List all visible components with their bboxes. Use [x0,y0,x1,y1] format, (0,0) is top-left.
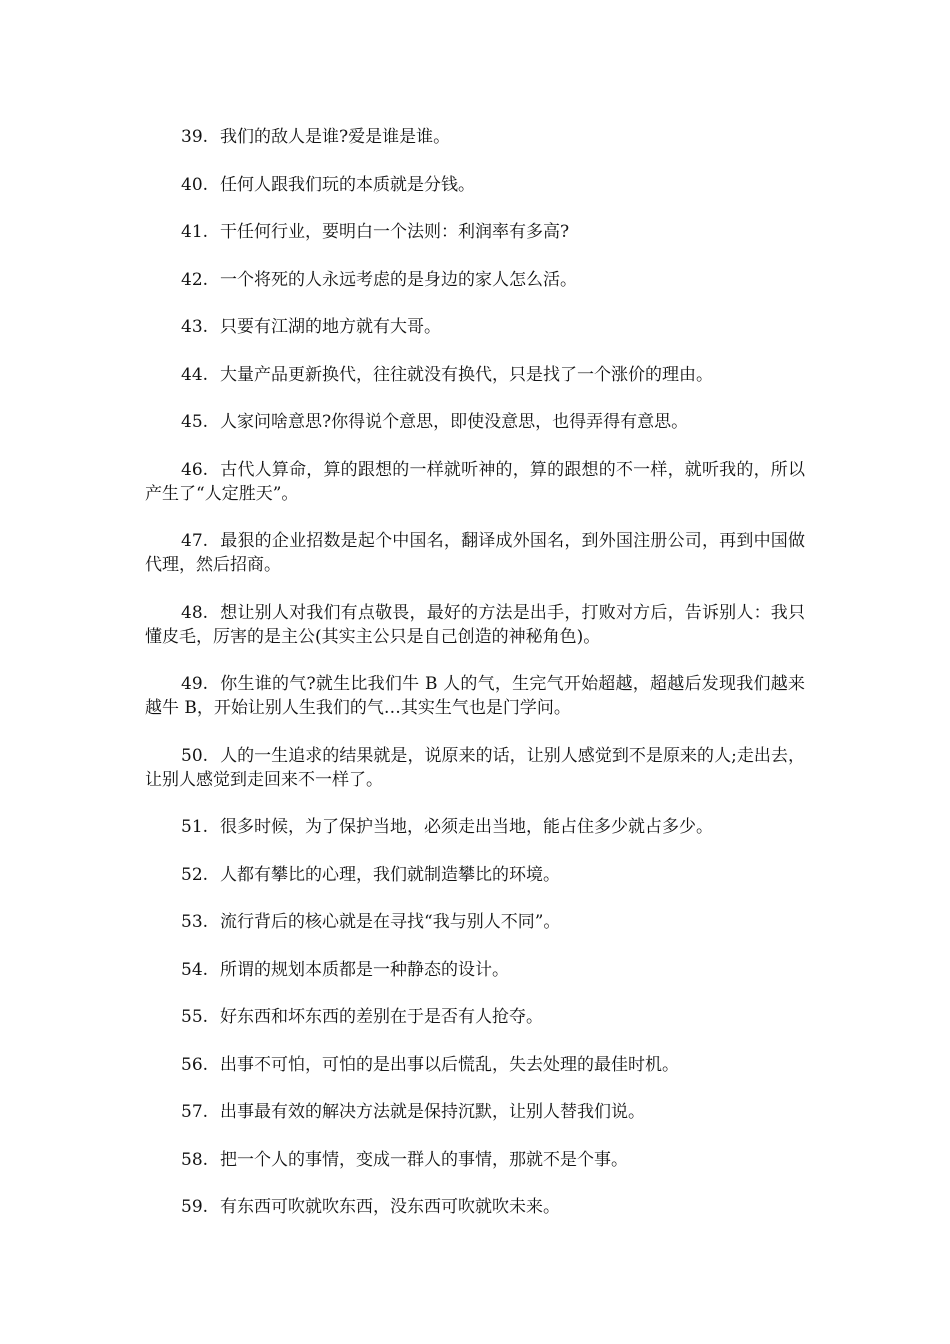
list-item [145,672,805,720]
item-number: 54. [181,959,209,980]
item-text: 人都有攀比的心理，我们就制造攀比的环境。 [220,864,561,885]
item-text: 出事不可怕，可怕的是出事以后慌乱，失去处理的最佳时机。 [220,1054,680,1075]
item-number: 42. [181,269,209,290]
item-text: 你生谁的气?就生比我们牛 B 人的气，生完气开始超越，超越后发现我们越来越牛 B，开始让别人生我们的气…其实生气也是门学问。 [145,674,805,718]
item-number: 48. [181,602,209,623]
item-number: 55. [181,1007,209,1027]
item-number: 50. [181,745,209,766]
item-number: 56. [181,1054,209,1075]
item-text: 想让别人对我们有点敬畏，最好的方法是出手，打败对方后，告诉别人：我只懂皮毛，厉害的是主公(其实主公只是自己创造的神秘角色)。 [145,602,805,647]
item-number: 59. [181,1197,209,1217]
list-item [145,529,805,577]
list-item [145,910,805,934]
list-item [145,815,805,839]
list-item [145,173,805,197]
list-item [145,220,805,244]
item-text: 好东西和坏东西的差别在于是否有人抢夺。 [220,1007,544,1027]
item-number: 44. [181,364,209,385]
item-text: 出事最有效的解决方法就是保持沉默，让别人替我们说。 [220,1102,646,1122]
list-item [145,1195,805,1219]
item-text: 我们的敌人是谁?爱是谁是谁。 [220,127,451,147]
list-item [145,958,805,982]
item-number: 51. [181,817,209,837]
item-number: 43. [181,317,209,337]
item-number: 40. [181,174,209,195]
item-number: 46. [181,459,209,480]
item-number: 57. [181,1102,209,1122]
list-item [145,363,805,387]
item-text: 很多时候，为了保护当地，必须走出当地，能占住多少就占多少。 [220,817,714,837]
item-number: 45. [181,412,209,432]
list-item [145,1148,805,1172]
item-text: 古代人算命，算的跟想的一样就听神的，算的跟想的不一样，就听我的，所以产生了“人定胜天”。 [145,459,805,504]
item-number: 49. [181,674,209,694]
item-text: 流行背后的核心就是在寻找“我与别人不同”。 [220,912,561,932]
item-number: 47. [181,531,209,551]
item-text: 所谓的规划本质都是一种静态的设计。 [220,959,510,980]
item-text: 大量产品更新换代，往往就没有换代，只是找了一个涨价的理由。 [220,364,714,385]
list-item [145,125,805,149]
list-item [145,863,805,887]
item-text: 只要有江湖的地方就有大哥。 [220,317,442,337]
item-number: 39. [181,127,209,147]
item-text: 人的一生追求的结果就是，说原来的话，让别人感觉到不是原来的人;走出去，让别人感觉到走回来不一样了。 [145,745,805,790]
item-text: 把一个人的事情，变成一群人的事情，那就不是个事。 [220,1149,629,1170]
item-number: 53. [181,912,209,932]
list-item [145,410,805,434]
item-text: 任何人跟我们玩的本质就是分钱。 [220,174,476,195]
item-text: 干任何行业，要明白一个法则：利润率有多高? [220,222,570,242]
item-text: 人家问啥意思?你得说个意思，即使没意思，也得弄得有意思。 [220,412,689,432]
list-item [145,601,805,649]
item-number: 58. [181,1149,209,1170]
list-item [145,744,805,792]
list-item [145,1100,805,1124]
document-body [145,125,805,1243]
list-item [145,1005,805,1029]
list-item [145,458,805,506]
list-item [145,268,805,292]
list-item [145,1053,805,1077]
list-item [145,315,805,339]
item-number: 41. [181,222,209,242]
item-text: 有东西可吹就吹东西，没东西可吹就吹未来。 [220,1197,561,1217]
item-text: 一个将死的人永远考虑的是身边的家人怎么活。 [220,269,578,290]
item-number: 52. [181,864,209,885]
item-text: 最狠的企业招数是起个中国名，翻译成外国名，到外国注册公司，再到中国做代理，然后招商。 [145,531,805,575]
